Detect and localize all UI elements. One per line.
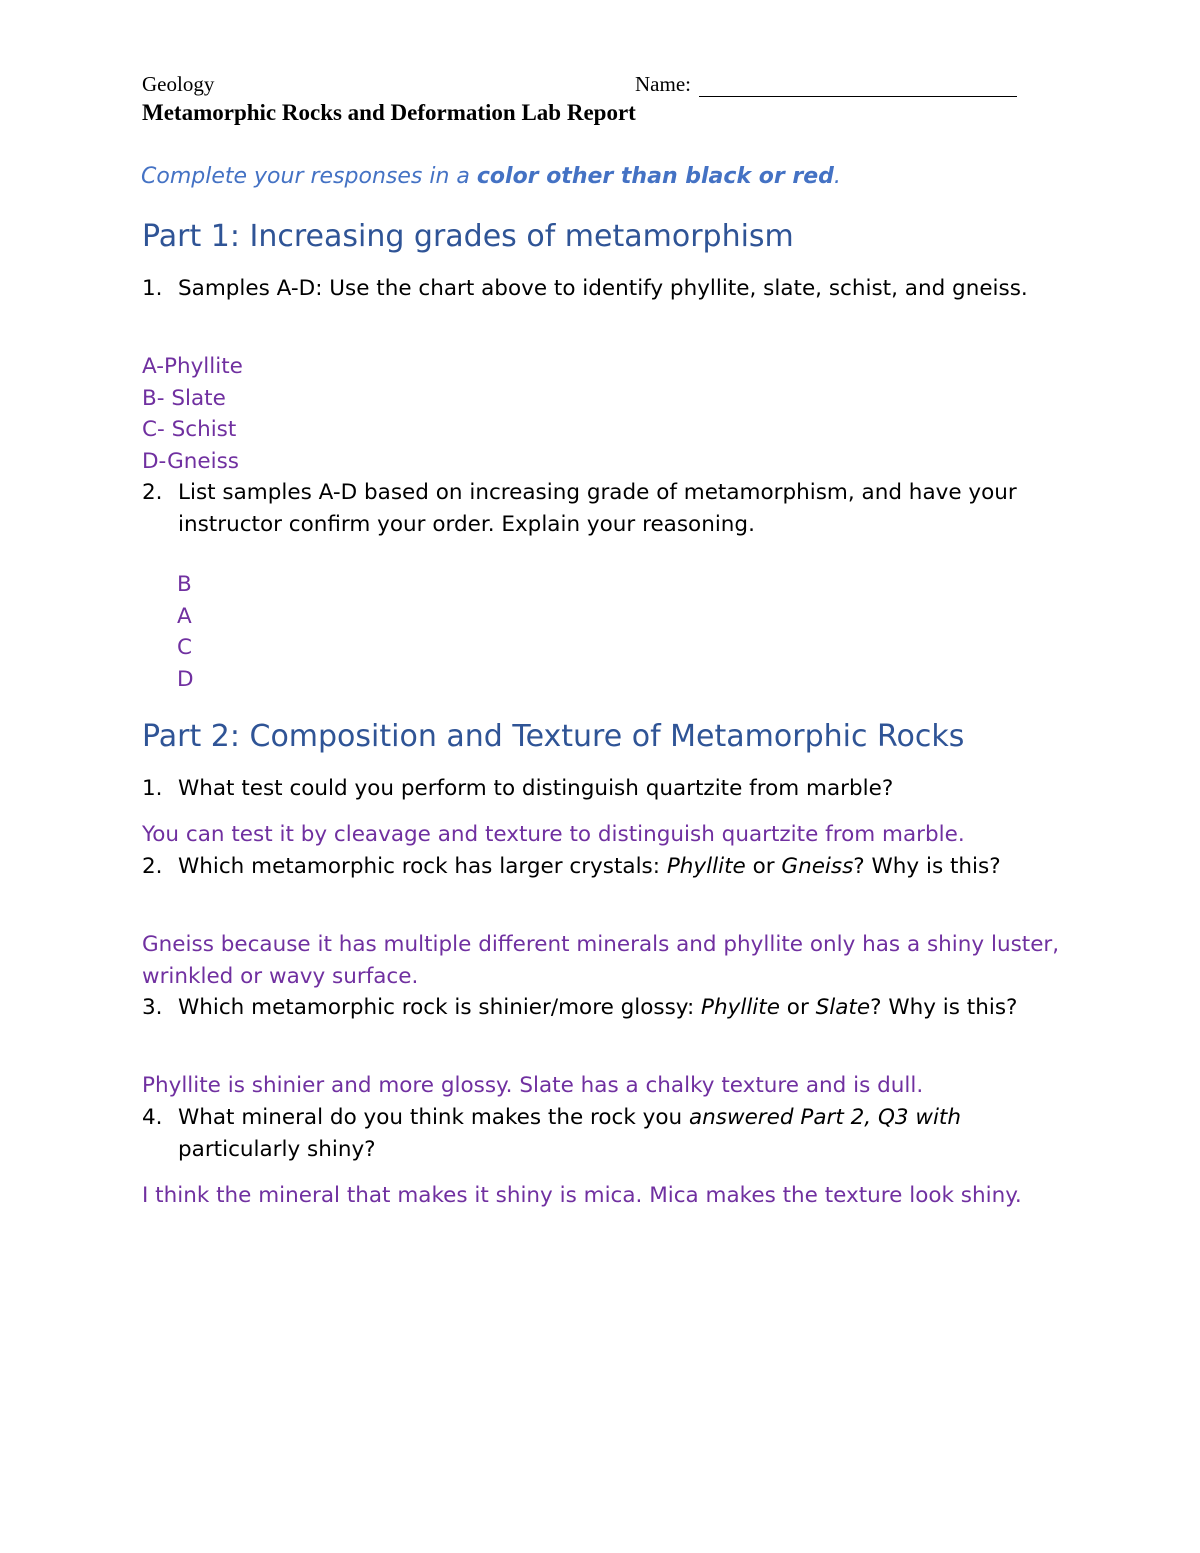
- instruction-after: .: [833, 164, 841, 189]
- part1-heading: Part 1: Increasing grades of metamorphism: [142, 219, 794, 254]
- answer-line: You can test it by cleavage and texture to distinguish quartzite from marble.: [142, 822, 965, 847]
- part2-q1-answer: [142, 819, 1062, 851]
- answer-line: B: [177, 572, 192, 597]
- instruction-emphasis: color other than black or red: [476, 164, 834, 189]
- question-text-part: or: [745, 854, 782, 879]
- question-number: 4.: [142, 1105, 163, 1130]
- question-number: 3.: [142, 995, 163, 1020]
- option-phyllite: Phyllite: [701, 995, 780, 1020]
- part2-q4-answer: I think the mineral that makes it shiny is mica. Mica makes the texture look shiny.: [142, 1183, 1022, 1208]
- name-blank-line: [699, 76, 1017, 97]
- question-text-part: ? Why is this?: [853, 854, 1001, 879]
- question-text-part: What mineral do you think makes the rock you: [178, 1105, 689, 1130]
- question-text: Samples A-D: Use the chart above to identify phyllite, slate, schist, and gneiss.: [178, 276, 1028, 301]
- option-phyllite: Phyllite: [666, 854, 746, 879]
- answer-line: C: [177, 635, 193, 660]
- part1-question-1: [142, 273, 1058, 305]
- name-field: [635, 72, 1017, 97]
- part2-q2-answer: Gneiss because it has multiple different minerals and phyllite only has a shiny luster, wrinkled or wavy surface.: [142, 932, 1060, 989]
- question-text-part: ? Why is this?: [870, 995, 1018, 1020]
- answer-line: A: [177, 603, 192, 629]
- document-title: Metamorphic Rocks and Deformation Lab Report: [142, 100, 636, 125]
- answer-line: A-Phyllite: [142, 354, 243, 379]
- instruction-text: [141, 164, 841, 189]
- question-text-part: or: [779, 995, 816, 1020]
- question-text: What test could you perform to distinguish quartzite from marble?: [178, 776, 894, 801]
- question-number: 1.: [142, 276, 163, 301]
- part2-question-1: [142, 773, 1058, 805]
- question-text-part: Which metamorphic rock has larger crystals:: [178, 854, 667, 879]
- option-slate: Slate: [815, 995, 871, 1020]
- part2-question-2: [142, 851, 1058, 883]
- question-text: [178, 992, 1058, 1024]
- part1-q1-answers: [142, 351, 1062, 477]
- question-text: List samples A-D based on increasing grade of metamorphism, and have your instructor confirm your order. Explain your reasoning.: [178, 480, 1017, 537]
- course-label: Geology: [142, 72, 215, 96]
- part1-question-2: [142, 477, 1058, 541]
- question-text: [178, 1102, 1058, 1166]
- question-text-part: particularly shiny?: [178, 1137, 376, 1162]
- answer-line: D: [177, 666, 194, 692]
- name-label: Name:: [635, 72, 691, 96]
- question-number: 2.: [142, 480, 163, 505]
- part2-question-4: [142, 1102, 1058, 1166]
- question-number: 2.: [142, 854, 163, 879]
- answer-line: D-Gneiss: [142, 448, 239, 474]
- question-number: 1.: [142, 776, 163, 801]
- answer-line: B- Slate: [142, 385, 226, 411]
- answer-line: Phyllite is shinier and more glossy. Slate has a chalky texture and is dull.: [142, 1073, 924, 1098]
- question-text: [178, 851, 1058, 883]
- instruction-before: Complete your responses in a: [141, 164, 477, 189]
- option-gneiss: Gneiss: [781, 854, 854, 879]
- answer-line: C- Schist: [142, 417, 237, 442]
- part1-q2-answers: [177, 569, 1097, 695]
- part2-question-3: [142, 992, 1058, 1024]
- part2-q3-answer: [142, 1070, 1062, 1102]
- part2-heading: Part 2: Composition and Texture of Metamorphic Rocks: [142, 719, 965, 754]
- question-text-part: Which metamorphic rock is shinier/more glossy:: [178, 995, 702, 1020]
- question-italic-part: answered Part 2, Q3 with: [688, 1105, 961, 1130]
